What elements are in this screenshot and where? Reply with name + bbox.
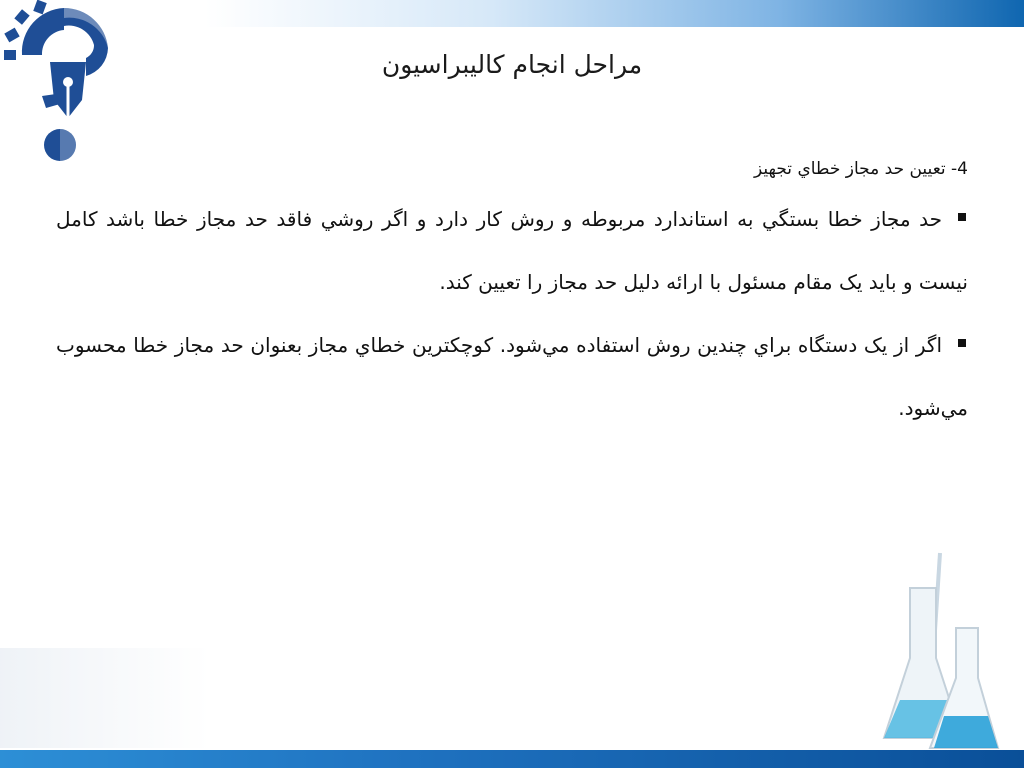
bottom-decorative-band xyxy=(0,750,1024,768)
slide-title: مراحل انجام کاليبراسيون xyxy=(381,50,643,79)
bullet-text: اگر از يک دستگاه براي چندين روش استفاده مي‌شود. کوچکترين خطاي مجاز بعنوان حد مجاز خطا محسوب مي‌شود. xyxy=(56,333,968,420)
bullet-item xyxy=(56,314,968,440)
bullet-item xyxy=(56,188,968,314)
bottom-left-fade xyxy=(0,648,210,748)
top-decorative-band xyxy=(205,0,1024,27)
laboratory-flasks xyxy=(878,548,1008,753)
subheading: 4- تعيين حد مجاز خطاي تجهيز xyxy=(753,159,968,179)
bullet-text: حد مجاز خطا بستگي به استاندارد مربوطه و روش کار دارد و اگر روشي فاقد حد مجاز خطا باشد کامل نيست و بايد يک مقام مسئول با ارائه دليل حد مجاز را تعيين کند. xyxy=(56,207,968,294)
question-mark-gear-logo xyxy=(2,0,126,165)
slide-content xyxy=(56,150,968,440)
bullet-square-icon xyxy=(958,213,966,221)
bullet-square-icon xyxy=(958,339,966,347)
